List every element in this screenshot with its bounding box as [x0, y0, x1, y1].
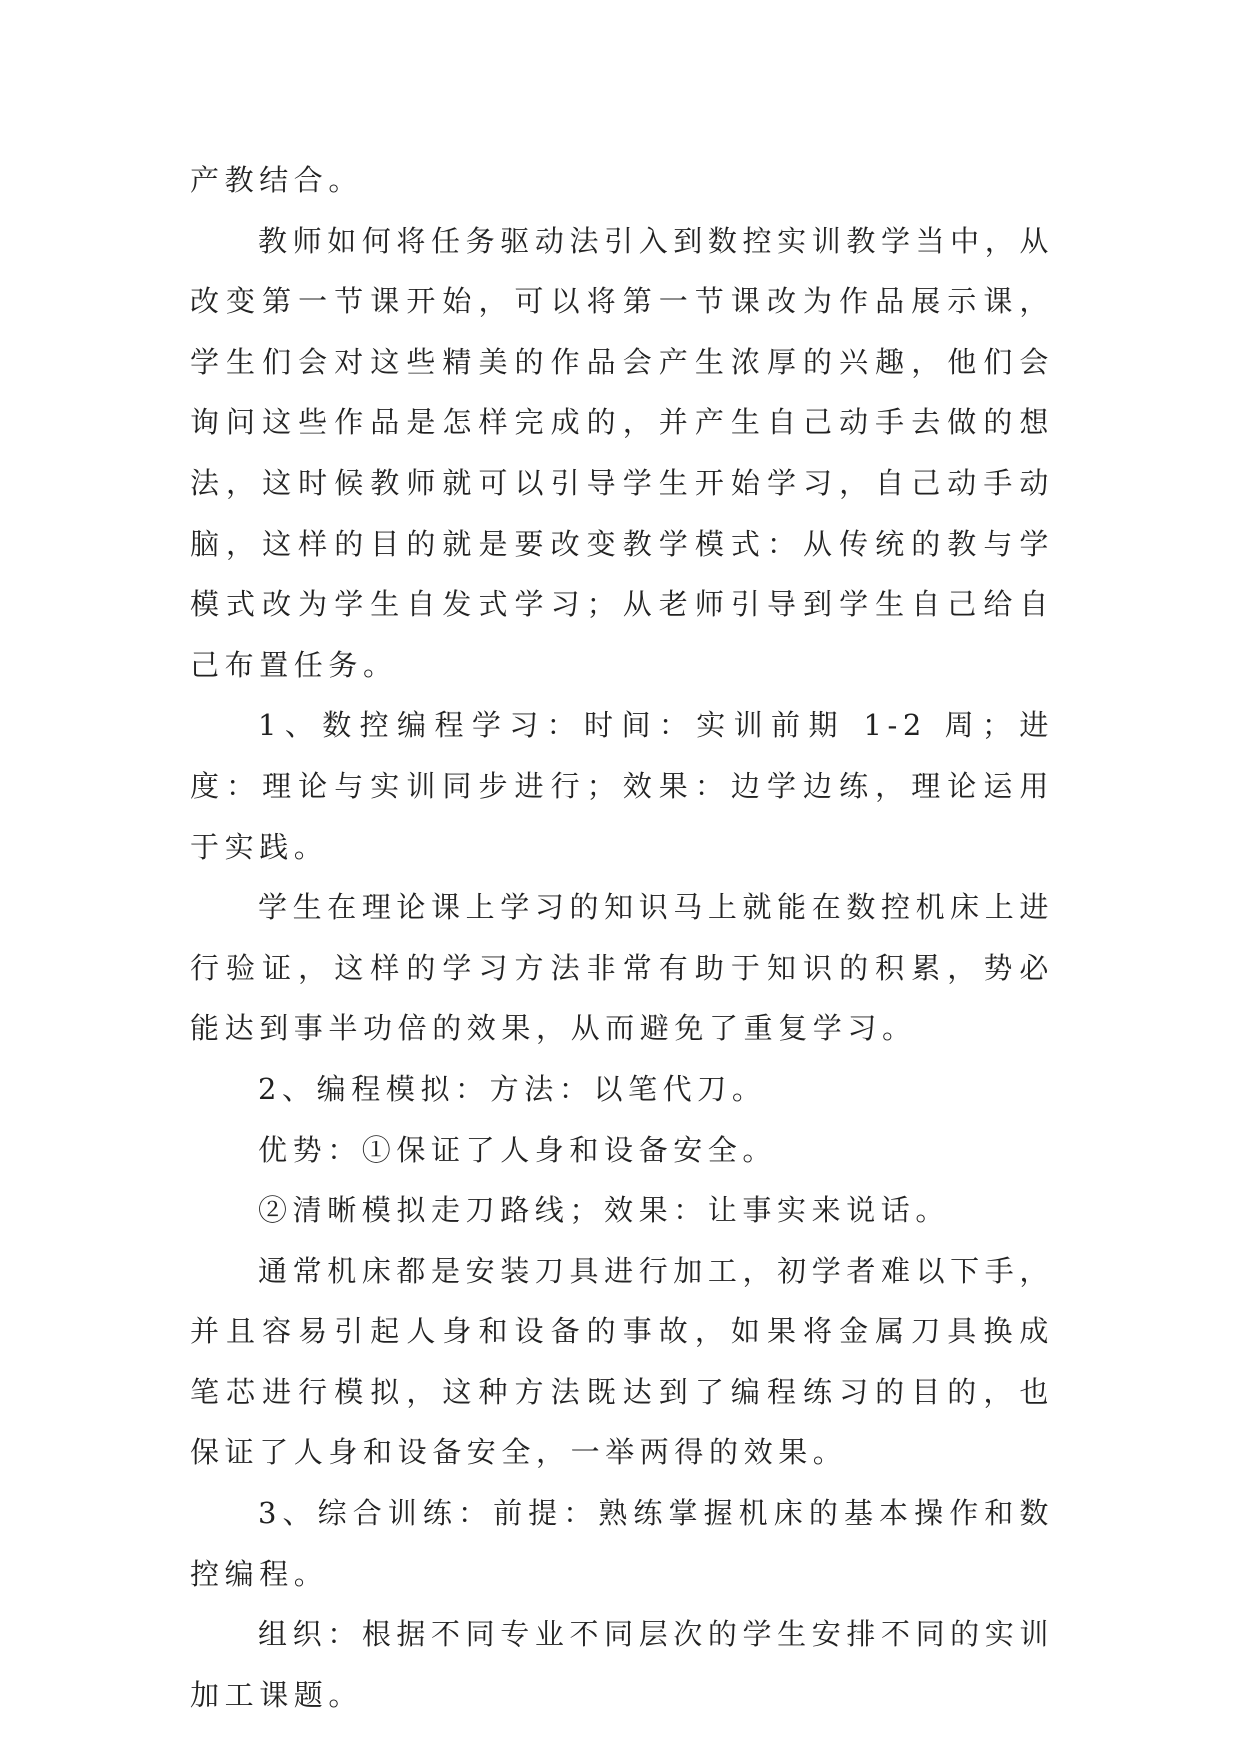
paragraph-task-driven-intro: 教师如何将任务驱动法引入到数控实训教学当中，从改变第一节课开始，可以将第一节课改为作品展示课，学生们会对这些精美的作品会产生浓厚的兴趣，他们会询问这些作品是怎样完成的，并产生自己动手去做的想法，这时候教师就可以引导学生开始学习，自己动手动脑，这样的目的就是要改变教学模式：从传统的教与学模式改为学生自发式学习；从老师引导到学生自己给自己布置任务。	[190, 223, 1054, 682]
paragraph-step-2-simulation: 2、编程模拟：方法：以笔代刀。	[258, 1071, 767, 1106]
paragraph-step-2-explanation: 通常机床都是安装刀具进行加工，初学者难以下手，并且容易引起人身和设备的事故，如果将金属刀具换成笔芯进行模拟，这种方法既达到了编程练习的目的，也保证了人身和设备安全，一举两得的效果。	[190, 1253, 1054, 1470]
paragraph-step-3-organization: 组织：根据不同专业不同层次的学生安排不同的实训加工课题。	[190, 1617, 1054, 1712]
paragraph-step-2-advantage-1: 优势：①保证了人身和设备安全。	[258, 1132, 778, 1167]
paragraph-step-1-programming: 1、数控编程学习：时间：实训前期 1-2 周；进度：理论与实训同步进行；效果：边学边练，理论运用于实践。	[190, 708, 1054, 864]
paragraph-step-2-advantage-2: ②清晰模拟走刀路线；效果：让事实来说话。	[258, 1193, 951, 1228]
paragraph-step-1-explanation: 学生在理论课上学习的知识马上就能在数控机床上进行验证，这样的学习方法非常有助于知识的积累，势必能达到事半功倍的效果，从而避免了重复学习。	[190, 890, 1054, 1046]
paragraph-step-3-training: 3、综合训练：前提：熟练掌握机床的基本操作和数控编程。	[190, 1496, 1054, 1591]
document-body	[190, 150, 1054, 1725]
paragraph-continuation: 产教结合。	[190, 163, 364, 197]
